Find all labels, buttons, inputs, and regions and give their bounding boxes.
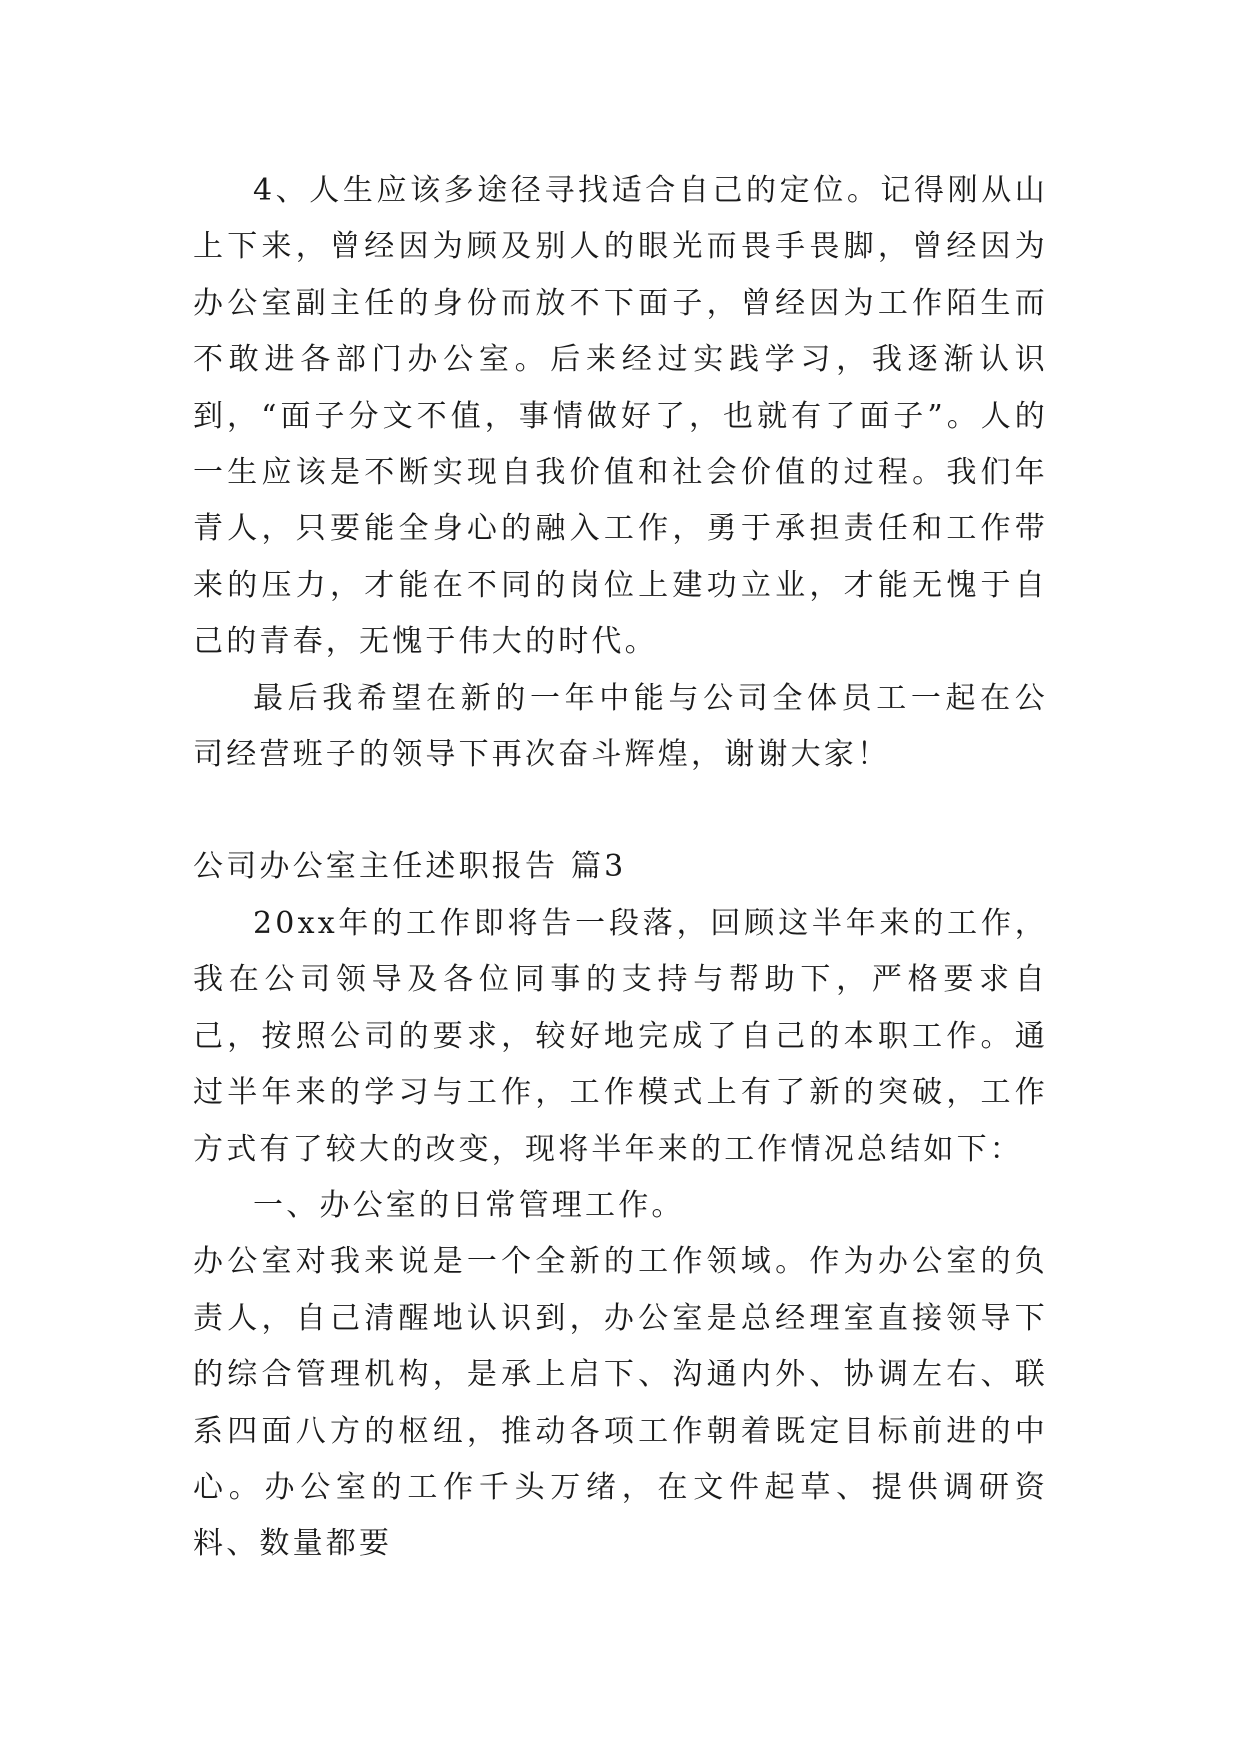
paragraph-office-role: 办公室对我来说是一个全新的工作领域。作为办公室的负责人，自己清醒地认识到，办公室是总经理室直接领导下的综合管理机构，是承上启下、沟通内外、协调左右、联系四面八方的枢纽，推动各项工作朝着既定目标前进的中心。办公室的工作千头万绪，在文件起草、提供调研资料、数量都要 — [193, 1244, 1048, 1562]
paragraph-half-year-summary: 20xx年的工作即将告一段落，回顾这半年来的工作，我在公司领导及各位同事的支持与帮助下，严格要求自己，按照公司的要求，较好地完成了自己的本职工作。通过半年来的学习与工作，工作模式上有了新的突破，工作方式有了较大的改变，现将半年来的工作情况总结如下： — [193, 905, 1048, 1167]
paragraph-subheading-daily-management: 一、办公室的日常管理工作。 — [253, 1187, 685, 1223]
document-body — [193, 163, 1048, 1573]
paragraph-closing-wish: 最后我希望在新的一年中能与公司全体员工一起在公司经营班子的领导下再次奋斗辉煌，谢谢大家！ — [193, 680, 1048, 773]
section-heading: 公司办公室主任述职报告 篇3 — [193, 849, 627, 885]
section-spacer — [193, 783, 1048, 839]
paragraph-self-positioning: 4、人生应该多途径寻找适合自己的定位。记得刚从山上下来，曾经因为顾及别人的眼光而畏手畏脚，曾经因为办公室副主任的身份而放不下面子，曾经因为工作陌生而不敢进各部门办公室。后来经过实践学习，我逐渐认识到，“面子分文不值，事情做好了，也就有了面子”。人的一生应该是不断实现自我价值和社会价值的过程。我们年青人，只要能全身心的融入工作，勇于承担责任和工作带来的压力，才能在不同的岗位上建功立业，才能无愧于自己的青春，无愧于伟大的时代。 — [193, 173, 1048, 660]
